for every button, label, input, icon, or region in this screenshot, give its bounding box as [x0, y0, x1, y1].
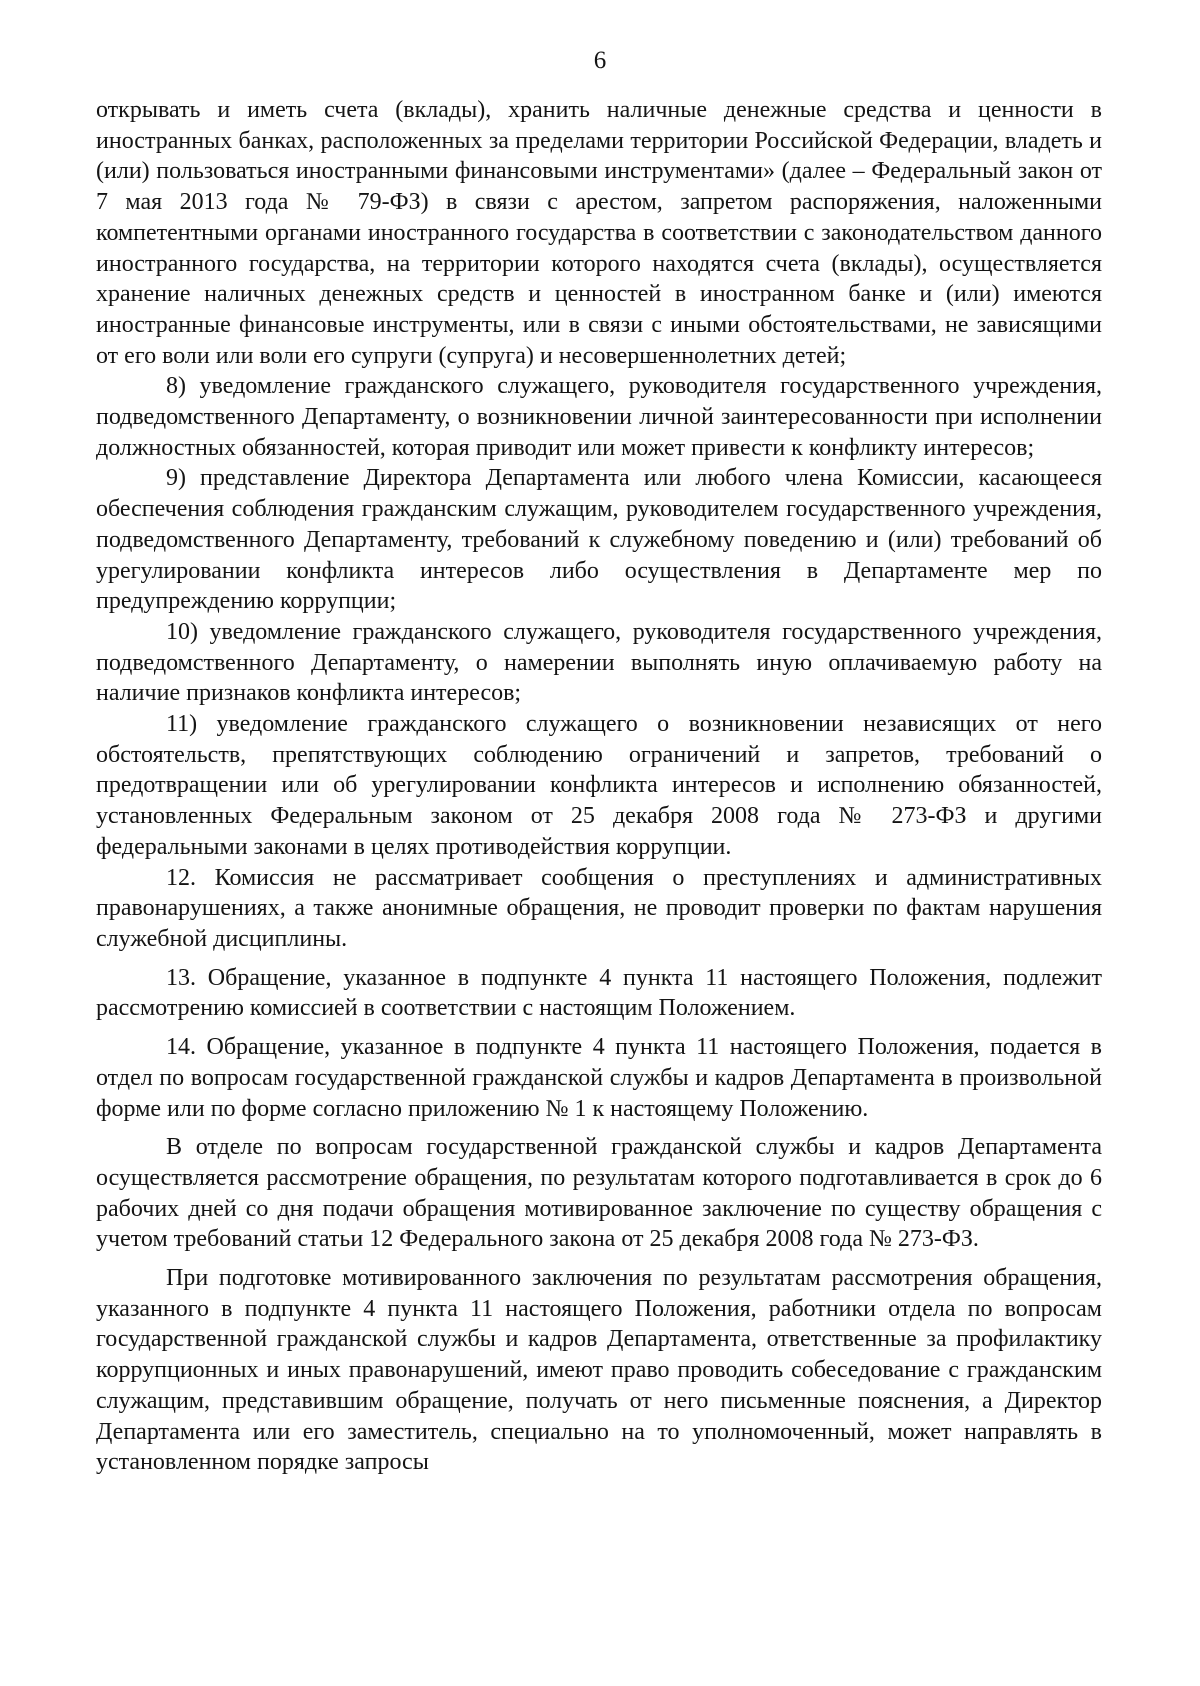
paragraph-clause-13: 13. Обращение, указанное в подпункте 4 пункта 11 настоящего Положения, подлежит рассмотрению комиссией в соответствии с настоящим Положением.: [96, 964, 1102, 1022]
paragraph-item-8: 8) уведомление гражданского служащего, руководителя государственного учреждения, подведомственного Департаменту, о возникновении личной заинтересованности при исполнении должностных обязанностей, которая приводит или может привести к конфликту интересов;: [96, 373, 1102, 461]
paragraph-clause-12: 12. Комиссия не рассматривает сообщения о преступлениях и административных правонарушениях, а также анонимные обращения, не проводит проверки по фактам нарушения служебной дисциплины.: [96, 864, 1102, 952]
paragraph-item-9: 9) представление Директора Департамента или любого члена Комиссии, касающееся обеспечения соблюдения гражданским служащим, руководителем государственного учреждения, подведомственного Департаменту, требований к служебному поведению и (или) требований об урегулировании конфликта интересов либо осуществления в Департаменте мер по предупреждению коррупции;: [96, 465, 1102, 615]
document-body: [96, 95, 1102, 1478]
page-number: 6: [593, 47, 607, 74]
paragraph-clause-14: 14. Обращение, указанное в подпункте 4 пункта 11 настоящего Положения, подается в отдел по вопросам государственной гражданской службы и кадров Департамента в произвольной форме или по форме согласно приложению № 1 к настоящему Положению.: [96, 1034, 1102, 1122]
paragraph-item-11: 11) уведомление гражданского служащего о возникновении независящих от него обстоятельств, препятствующих соблюдению ограничений и запретов, требований о предотвращении или об урегулировании конфликта интересов и исполнению обязанностей, установленных Федеральным законом от 25 декабря 2008 года № 273-ФЗ и другими федеральными законами в целях противодействия коррупции.: [96, 711, 1102, 860]
paragraph-preparation: При подготовке мотивированного заключения по результатам рассмотрения обращения, указанного в подпункте 4 пункта 11 настоящего Положения, работники отдела по вопросам государственной гражданской службы и кадров Департамента, ответственные за профилактику коррупционных и иных правонарушений, имеют право проводить собеседование с гражданским служащим, представившим обращение, получать от него письменные пояснения, а Директор Департамента или его заместитель, специально на то уполномоченный, может направлять в установленном порядке запросы: [96, 1265, 1102, 1476]
paragraph-department-review: В отделе по вопросам государственной гражданской службы и кадров Департамента осуществляется рассмотрение обращения, по результатам которого подготавливается в срок до 6 рабочих дней со дня подачи обращения мотивированное заключение по существу обращения с учетом требований статьи 12 Федерального закона от 25 декабря 2008 года № 273-ФЗ.: [96, 1134, 1102, 1253]
paragraph-continuation: открывать и иметь счета (вклады), хранить наличные денежные средства и ценности в иностранных банках, расположенных за пределами территории Российской Федерации, владеть и (или) пользоваться иностранными финансовыми инструментами» (далее – Федеральный закон от 7 мая 2013 года № 79-ФЗ) в связи с арестом, запретом распоряжения, наложенными компетентными органами иностранного государства в соответствии с законодательством данного иностранного государства, на территории которого находятся счета (вклады), осуществляется хранение наличных денежных средств и ценностей в иностранном банке и (или) имеются иностранные финансовые инструменты, или в связи с иными обстоятельствами, не зависящими от его воли или воли его супруги (супруга) и несовершеннолетних детей;: [96, 97, 1102, 369]
paragraph-item-10: 10) уведомление гражданского служащего, руководителя государственного учреждения, подведомственного Департаменту, о намерении выполнять иную оплачиваемую работу на наличие признаков конфликта интересов;: [96, 618, 1102, 707]
